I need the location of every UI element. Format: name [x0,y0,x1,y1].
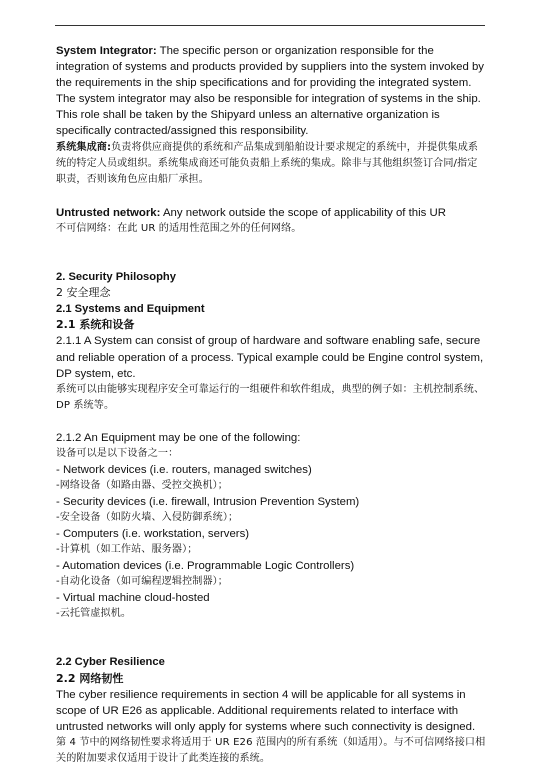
equipment-list-item-zh: -网络设备（如路由器、受控交换机）； [56,479,228,491]
system-integrator-definition [56,43,486,140]
untrusted-network-definition-zh: 不可信网络：在此 UR 的适用性范围之外的任何网络。 [56,222,302,234]
equipment-list-item-zh: -云托管虚拟机。 [56,608,132,620]
section-2-2-heading-zh: 2.2 网络韧性 [56,671,124,685]
equipment-list-item-zh: -安全设备（如防火墙、入侵防御系统）； [56,512,239,524]
section-2-2-heading: 2.2 Cyber Resilience [56,656,165,669]
section-2-1-heading: 2.1 Systems and Equipment [56,303,205,316]
system-integrator-text-zh: 负责将供应商提供的系统和产品集成到船舶设计要求规定的系统中，并提供集成系统的特定人员或组织。系统集成商还可能负责船上系统的集成。除非与其他组织签订合同/指定职责，否则该角色应由船厂承担。 [56,141,479,185]
spacer [56,414,486,430]
spacer [56,622,486,654]
paragraph-2-1-1: 2.1.1 A System can consist of group of hardware and software enabling safe, secure and reliable operation of a process. Typical example could be Engine control system, DP system, etc. [56,335,484,380]
section-2-heading: 2. Security Philosophy [56,270,176,283]
equipment-list-item: - Virtual machine cloud-hosted [56,592,210,605]
paragraph-2-1-1-zh: 系统可以由能够实现程序安全可靠运行的一组硬件和软件组成，典型的例子如：主机控制系统、DP 系统等。 [56,383,485,411]
section-2-1-heading-zh: 2.1 系统和设备 [56,318,135,332]
untrusted-network-text: Any network outside the scope of applicability of this UR [160,206,446,219]
equipment-list-item: - Computers (i.e. workstation, servers) [56,528,250,541]
spacer [56,188,486,205]
system-integrator-term: System Integrator: [56,45,157,57]
system-integrator-term-zh: 系统集成商: [56,141,112,153]
paragraph-2-1-2-zh: 设备可以是以下设备之一： [56,447,179,459]
untrusted-network-term: Untrusted network: [56,206,161,219]
equipment-list-item-zh: -自动化设备（如可编程逻辑控制器）； [56,576,228,588]
header-rule [55,25,485,26]
system-integrator-text: The specific person or organization responsible for the integration of systems and products provided by suppliers into the system invoked by the requirements in the ship specifications and for providing the integrated system. The system integrator may also be responsible for integration of systems in the ship. This role shall be taken by the Shipyard unless an alternative organization is specifically contracted/assigned this responsibility. [56,45,485,138]
spacer [56,237,486,269]
paragraph-2-2: The cyber resilience requirements in section 4 will be applicable for all systems in scope of UR E26 as applicable. Additional requirements related to interface with untrusted networks will only apply for systems where such connectivity is designed. [56,688,476,733]
document-body [56,43,486,767]
equipment-list-item: - Automation devices (i.e. Programmable Logic Controllers) [56,560,355,573]
equipment-list-item-zh: -计算机（如工作站、服务器）； [56,544,198,556]
equipment-list-item: - Security devices (i.e. firewall, Intrusion Prevention System) [56,495,360,508]
system-integrator-definition-zh [56,140,486,188]
paragraph-2-2-zh: 第 4 节中的网络韧性要求将适用于 UR E26 范围内的所有系统（如适用）。与不可信网络接口相关的附加要求仅适用于设计了此类连接的系统。 [56,737,486,764]
section-2-heading-zh: 2 安全理念 [56,285,111,299]
untrusted-network-definition [56,205,486,221]
paragraph-2-1-2: 2.1.2 An Equipment may be one of the following: [56,431,301,444]
equipment-list-item: - Network devices (i.e. routers, managed switches) [56,463,312,476]
